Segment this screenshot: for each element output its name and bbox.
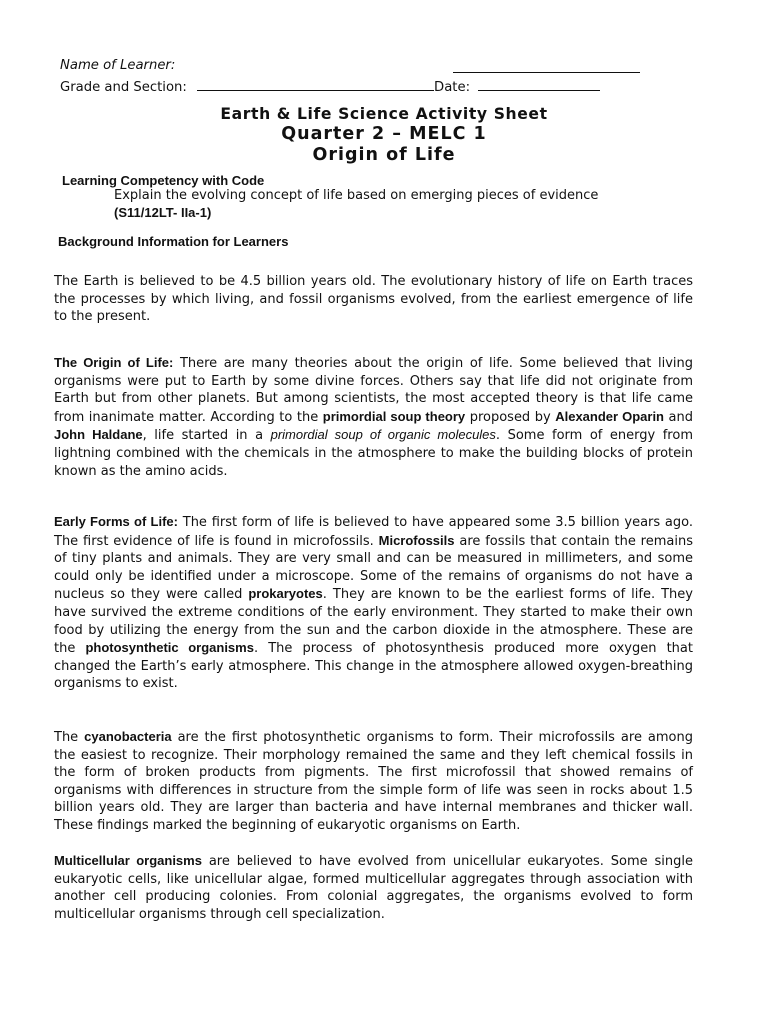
learner-name-row (60, 56, 175, 76)
term-multicellular-organisms: Multicellular organisms (54, 853, 202, 868)
quarter-title: Quarter 2 – MELC 1 (281, 124, 487, 144)
date-field[interactable] (478, 76, 600, 91)
early-text-1: The first form of life is believed to have appeared some 3.5 billion years ago. The first evidence of life is found in microfossils. (54, 515, 693, 549)
early-forms-lead: Early Forms of Life: (54, 514, 178, 529)
name-john-haldane: John Haldane (54, 427, 143, 443)
competency-heading: Learning Competency with Code (62, 173, 265, 188)
early-text-2: are fossils that contain the remains of tiny plants and animals. They are very small and can be measured in millimeters, and some could only be identified under a microscope. Some of the remains of organisms do not have a nucleus so they were called (54, 533, 693, 603)
origin-of-life-lead: The Origin of Life: (54, 355, 174, 370)
grade-section-field[interactable] (197, 76, 434, 91)
origin-of-life-paragraph (54, 354, 693, 480)
term-prokaryotes: prokaryotes (248, 586, 323, 602)
competency-code: (S11/12LT- IIa-1) (114, 205, 212, 220)
origin-text-5: . Some form of energy from lightning combined with the chemicals in the atmosphere to make the building blocks of protein known as the amino acids. (54, 428, 693, 479)
early-text-3: . They are known to be the earliest forms of life. They have survived the extreme conditions of the early environment. They started to make their own food by utilizing the energy from the sun and the carbon dioxide in the atmosphere. These are the (54, 587, 693, 657)
competency-text: Explain the evolving concept of life based on emerging pieces of evidence (114, 188, 599, 203)
topic-title: Origin of Life (312, 145, 456, 165)
intro-text: The Earth is believed to be 4.5 billion years old. The evolutionary history of life on Earth traces the processes by which living, and fossil organisms evolved, from the earliest emergence of life to the present. (54, 274, 693, 325)
early-forms-paragraph (54, 513, 693, 693)
date-label: Date: (434, 80, 471, 95)
term-primordial-soup-molecules: primordial soup of organic molecules (270, 427, 496, 443)
grade-date-row (60, 76, 600, 98)
learner-name-field[interactable] (453, 56, 640, 73)
name-alexander-oparin: Alexander Oparin (555, 408, 664, 424)
learner-name-label: Name of Learner: (60, 58, 176, 73)
sheet-title: Earth & Life Science Activity Sheet (220, 105, 548, 123)
grade-section-label: Grade and Section: (60, 80, 187, 95)
multicellular-text-1: are believed to have evolved from unicellular eukaryotes. Some single eukaryotic cells, like unicellular algae, formed multicellular aggregates through association with another cell producing colonies. From colonial aggregates, the organisms evolved to form multicellular organisms through cell specialization. (54, 854, 694, 922)
term-cyanobacteria: cyanobacteria (84, 729, 172, 744)
background-heading: Background Information for Learners (58, 234, 289, 249)
cyanobacteria-paragraph (54, 728, 693, 835)
cyano-text-1: are the first photosynthetic organisms to form. Their microfossils are among the easiest to recognize. Their morphology remained the same and they left chemical fossils in the form of broken products from pigments. The first microfossil that showed remains of organisms with differences in structure from the simple form of life was seen in rocks about 1.5 billion years old. They are larger than bacteria and have internal membranes and thicker wall. These findings marked the beginning of eukaryotic organisms on Earth. (54, 730, 693, 833)
sheet-title-block (0, 104, 768, 166)
term-primordial-soup-theory: primordial soup theory (322, 408, 466, 424)
origin-text-3: and (664, 409, 693, 425)
cyano-text-0: The (54, 730, 85, 745)
term-microfossils: Microfossils (378, 532, 455, 548)
origin-text-2: proposed by (465, 409, 556, 425)
multicellular-paragraph (54, 852, 693, 923)
early-text-4: . The process of photosynthesis produced more oxygen that changed the Earth’s early atmosphere. This change in the atmosphere allowed oxygen-breathing organisms to exist. (54, 641, 693, 692)
origin-text-1: There are many theories about the origin of life. Some believed that living organisms were put to Earth by some divine forces. Others say that life did not originate from Earth but from other planets. But among scientists, the most accepted theory is that life came from inanimate matter. According to the (54, 356, 694, 425)
term-photosynthetic-organisms: photosynthetic organisms (85, 640, 254, 656)
origin-text-4: , life started in a (142, 428, 271, 444)
intro-paragraph (54, 273, 693, 326)
